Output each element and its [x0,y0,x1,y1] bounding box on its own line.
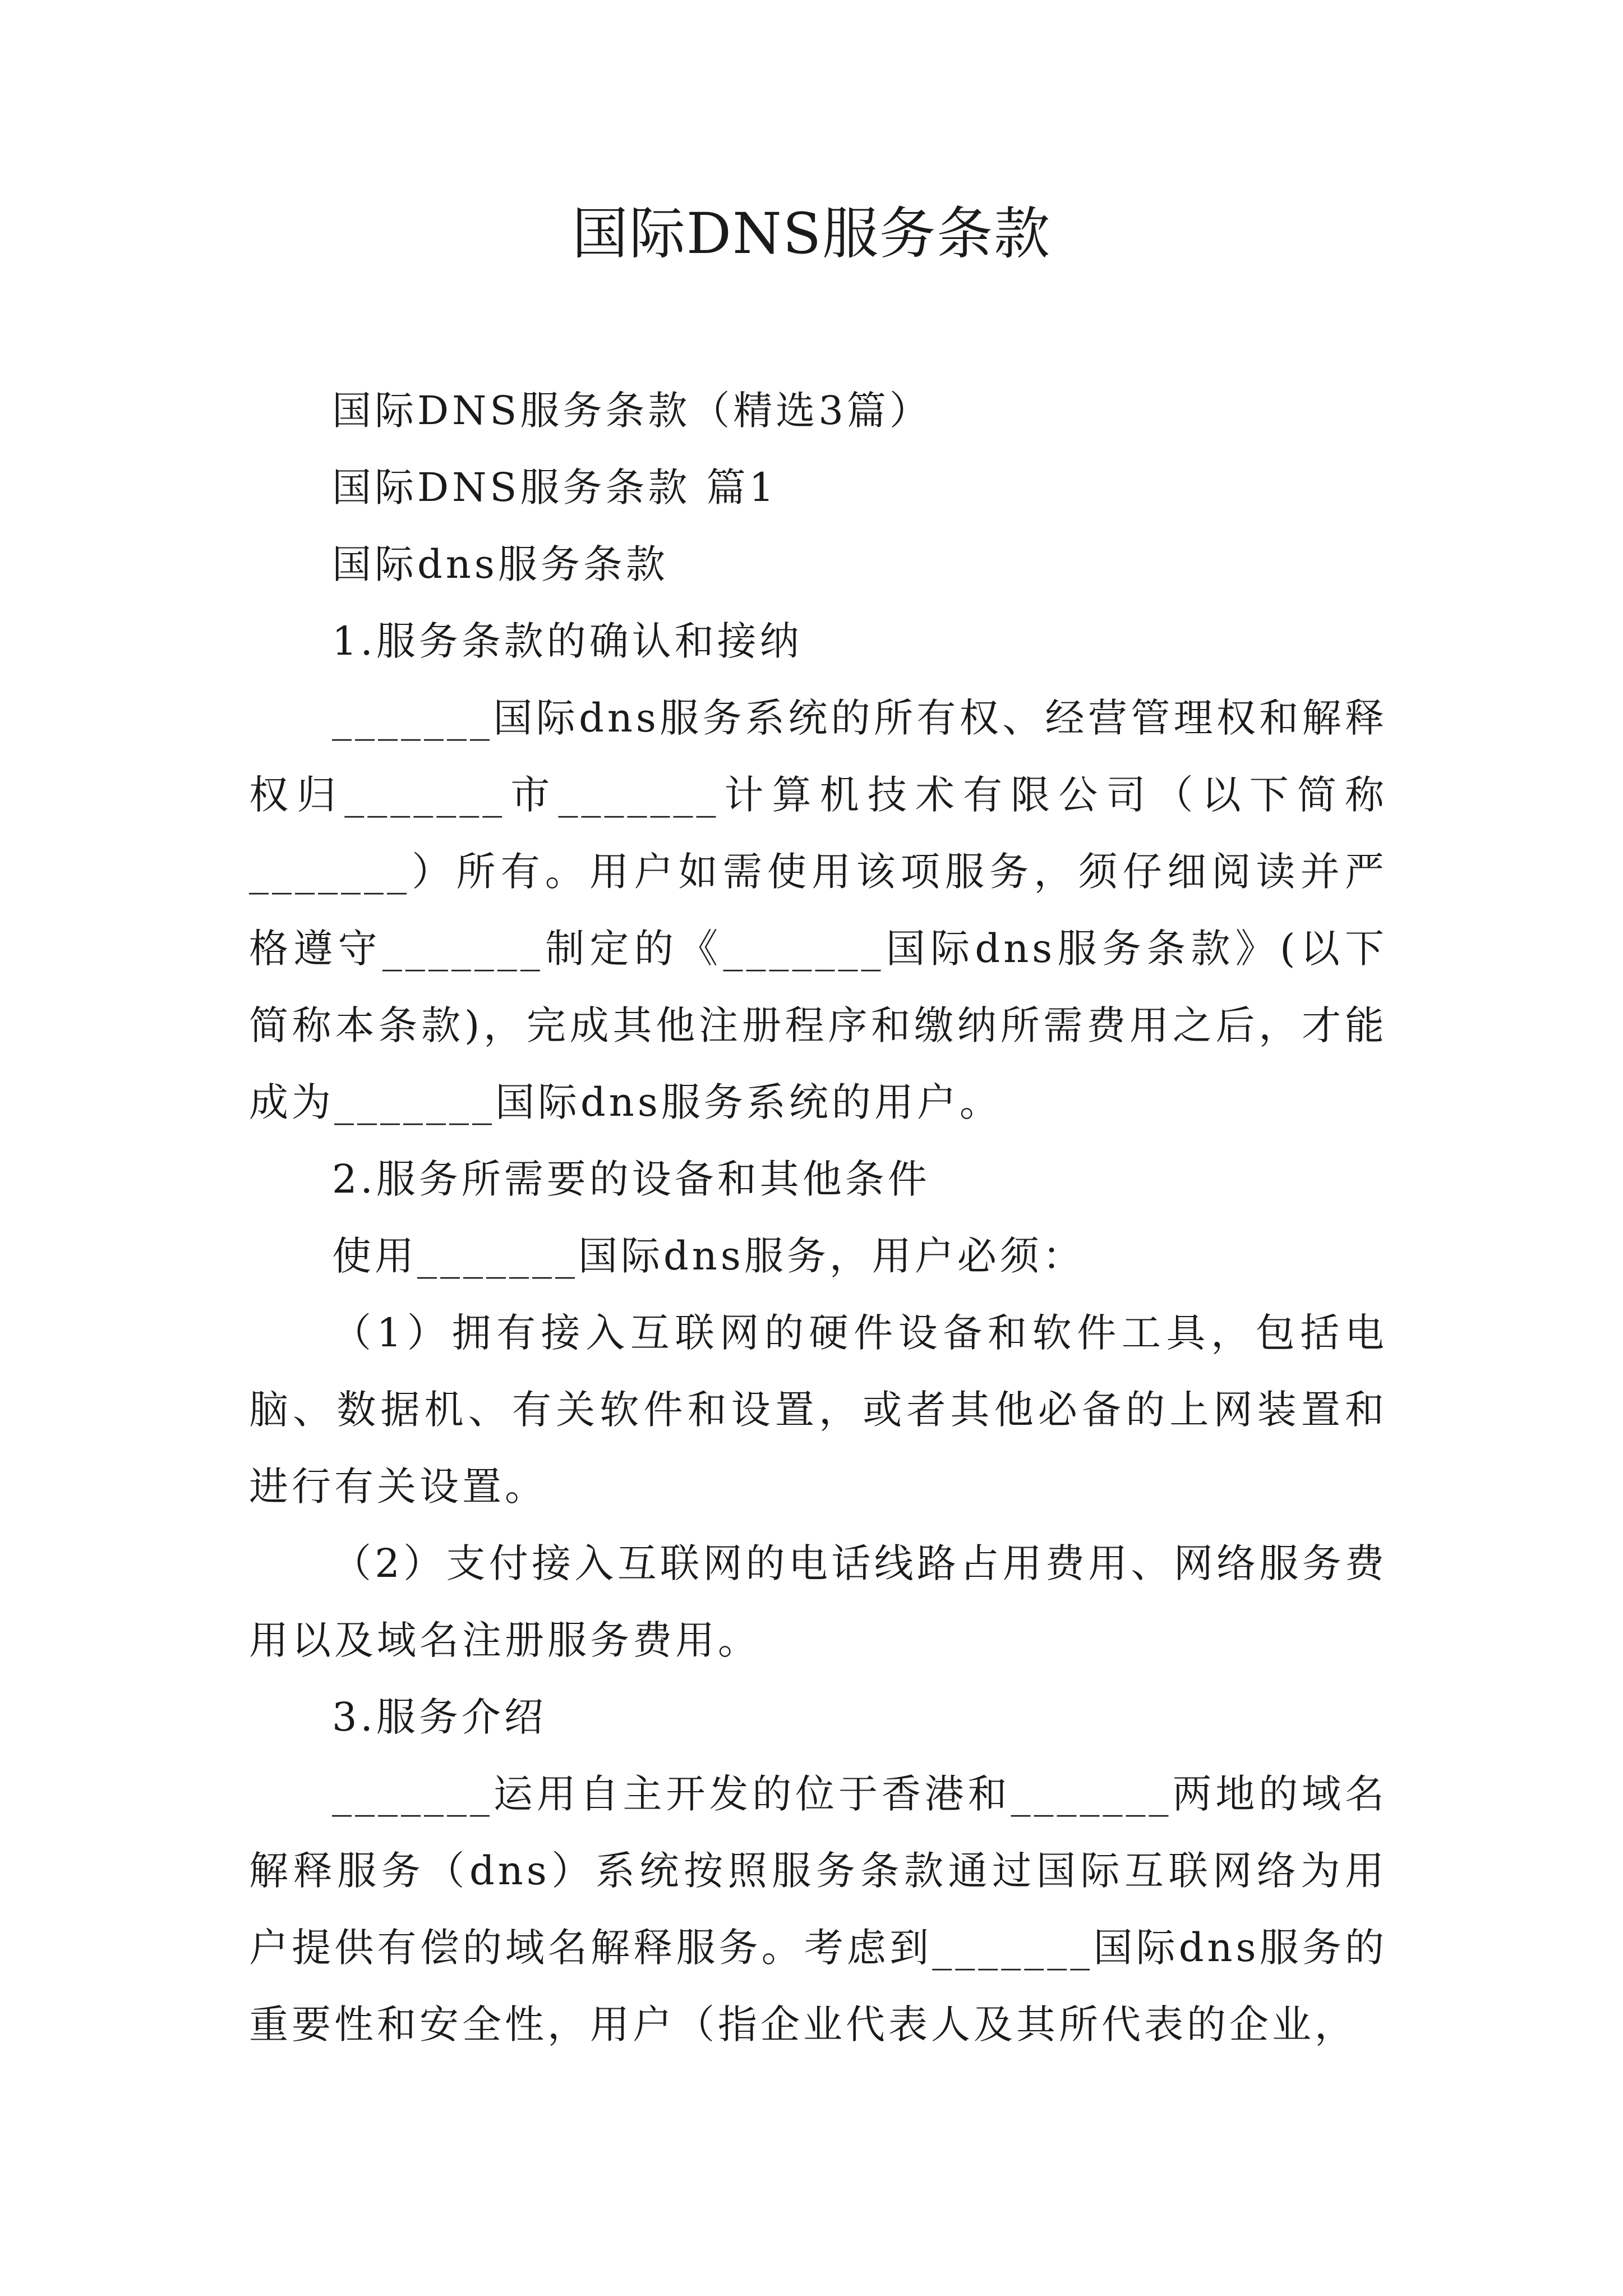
paragraph-ownership: _______国际dns服务系统的所有权、经营管理权和解释权归_______市_______计算机技术有限公司（以下简称_______）所有。用户如需使用该项服务，须仔细阅读并严格遵守_______制定的《_______国际dns服务条款》(以下简称本条款)，完成其他注册程序和缴纳所需费用之后，才能成为_______国际dns服务系统的用户。 [249,695,1387,1125]
document-body [249,372,1387,2063]
paragraph-service-intro: _______运用自主开发的位于香港和_______两地的域名解释服务（dns）系统按照服务条款通过国际互联网络为用户提供有偿的域名解释服务。考虑到_______国际dns服务的重要性和安全性，用户（指企业代表人及其所代表的企业， [249,1771,1387,2047]
paragraph-heading-3: 3.服务介绍 [332,1694,547,1740]
paragraph-subtitle: 国际DNS服务条款（精选3篇） [332,388,932,434]
paragraph-requirements-intro: 使用_______国际dns服务，用户必须： [332,1233,1085,1279]
paragraph-heading-2: 2.服务所需要的设备和其他条件 [332,1156,930,1202]
paragraph-part-heading: 国际DNS服务条款 篇1 [332,464,778,510]
paragraph-requirement-1: （1）拥有接入互联网的硬件设备和软件工具，包括电脑、数据机、有关软件和设置，或者其他必备的上网装置和进行有关设置。 [249,1310,1387,1510]
paragraph-requirement-2: （2）支付接入互联网的电话线路占用费用、网络服务费用以及域名注册服务费用。 [249,1540,1387,1663]
paragraph-section-title: 国际dns服务条款 [332,541,668,587]
document-title: 国际DNS服务条款 [571,201,1052,266]
paragraph-heading-1: 1.服务条款的确认和接纳 [332,618,803,664]
